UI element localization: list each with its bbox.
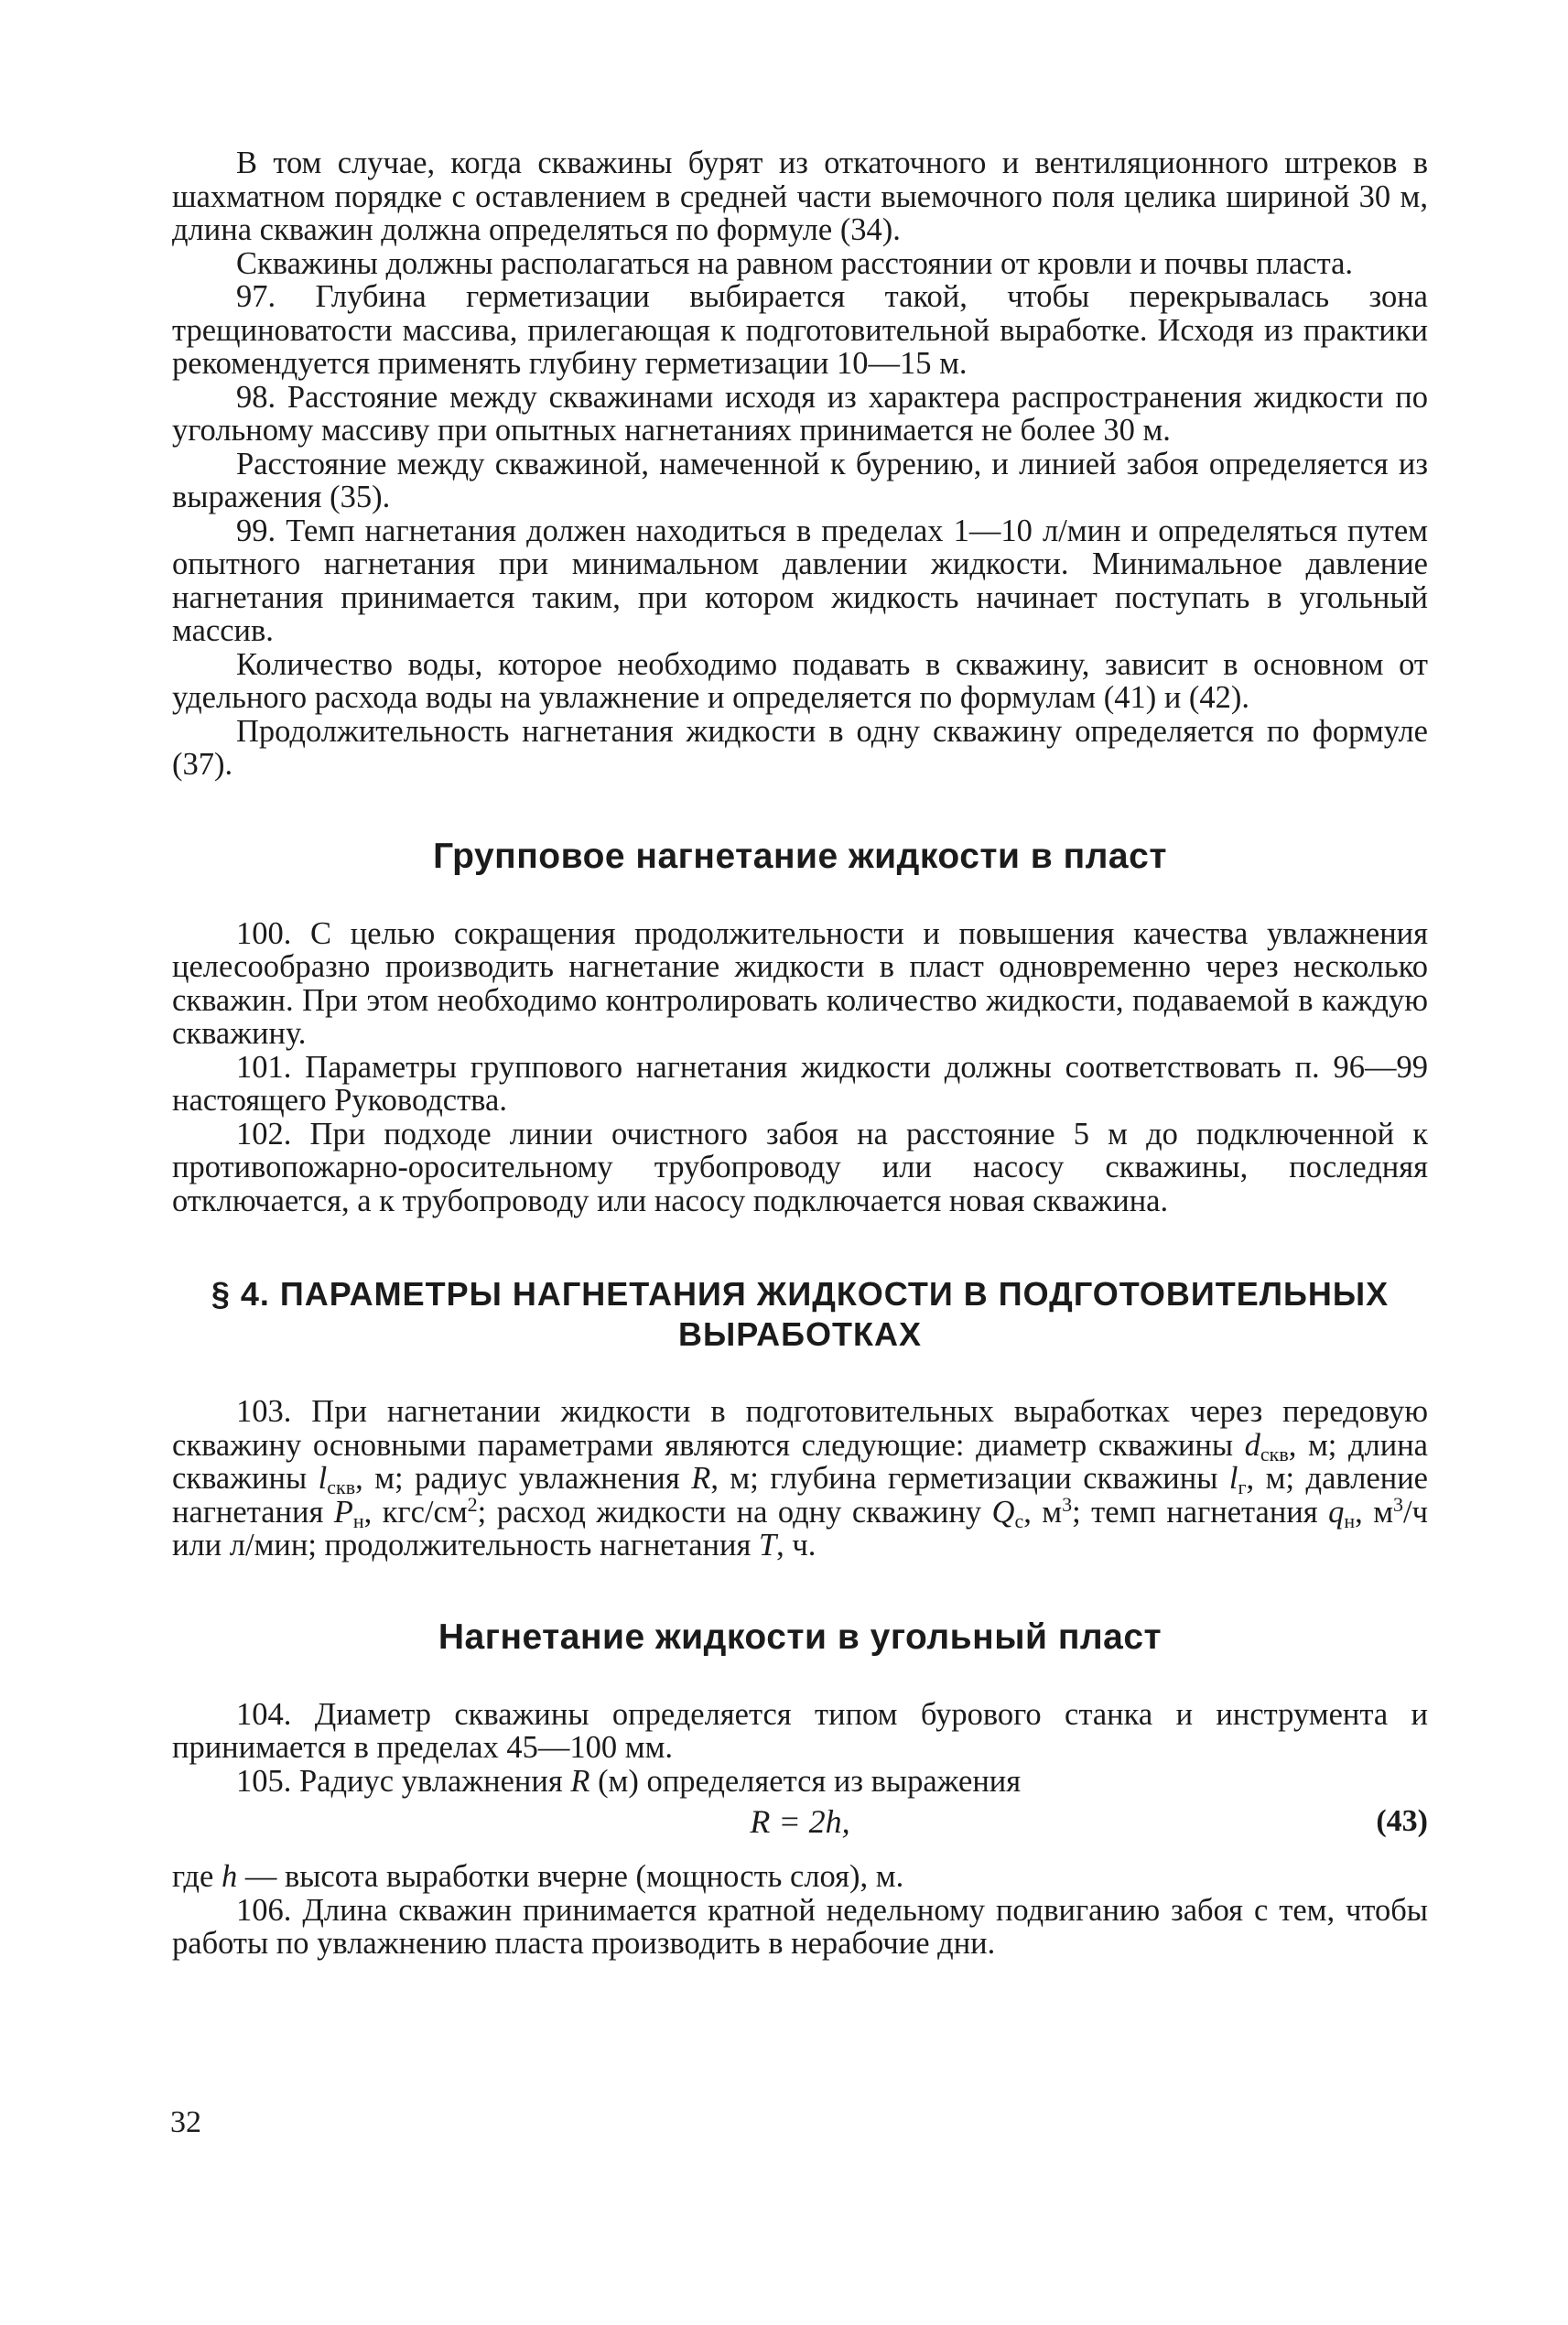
- paragraph-98: 98. Расстояние между скважинами исходя из характера распространения жидкости по угольному массиву при опытных нагнетаниях принимается не более 30 м.: [172, 379, 1428, 448]
- paragraph-104: 104. Диаметр скважины определяется типом бурового станка и инструмента и принимается в пределах 45—100 мм.: [172, 1696, 1428, 1765]
- formula-number: (43): [1376, 1804, 1428, 1838]
- paragraph-7: Количество воды, которое необходимо подавать в скважину, зависит в основном от удельного расхода воды на увлажнение и определяется по формулам (41) и (42).: [172, 646, 1428, 715]
- formula-43: R = 2h,: [750, 1803, 850, 1840]
- paragraph-103: 103. При нагнетании жидкости в подготовительных выработках через передовую скважину основными параметрами являются следующие: диаметр скважины $d_{скв}$, м; длина скважины $l_{скв}$, м; радиус увлажнения R, м; глубина герметизации скважины $l_г$, м; давление нагнетания $P_н$, кгс/$см^2$; расход жидкости на одну скважину $Q_с$, $м^3$; темп нагнетания $q_н$, $м^3/ч$ или л/мин; продолжительность нагнетания T, ч.: [172, 1394, 1428, 1563]
- subheading-coal-seam-injection: Нагнетание жидкости в угольный пласт: [438, 1617, 1162, 1657]
- formula-row: [172, 1801, 1428, 1845]
- paragraph-97: 97. Глубина герметизации выбирается такой, чтобы перекрывалась зона трещиноватости массива, прилегающая к подготовительной выработке. Исходя из практики рекомендуется применять глубину герметизации 10—15 м.: [172, 279, 1428, 381]
- paragraph-105: 105. Радиус увлажнения R (м) определяется из выражения: [236, 1763, 1022, 1799]
- paragraph-2: Скважины должны располагаться на равном расстоянии от кровли и почвы пласта.: [236, 245, 1354, 281]
- paragraph-100: 100. С целью сокращения продолжительности и повышения качества увлажнения целесообразно производить нагнетание жидкости в пласт одновременно через несколько скважин. При этом необходимо контролировать количество жидкости, подаваемой в каждую скважину.: [172, 915, 1428, 1051]
- section-heading-line-1: § 4. ПАРАМЕТРЫ НАГНЕТАНИЯ ЖИДКОСТИ В ПОДГОТОВИТЕЛЬНЫХ: [211, 1275, 1390, 1313]
- section-heading: [172, 1274, 1428, 1355]
- paragraph-102: 102. При подходе линии очистного забоя на расстояние 5 м до подключенной к противопожарно-оросительному трубопроводу или насосу скважины, последняя отключается, а к трубопроводу или насосу подключается новая скважина.: [172, 1116, 1428, 1218]
- paragraph-106: 106. Длина скважин принимается кратной недельному подвиганию забоя с тем, чтобы работы по увлажнению пласта производить в нерабочие дни.: [172, 1892, 1428, 1961]
- subheading-group-injection: Групповое нагнетание жидкости в пласт: [433, 836, 1167, 876]
- paragraph-5: Расстояние между скважиной, намеченной к бурению, и линией забоя определяется из выражения (35).: [172, 446, 1428, 514]
- body-text: [172, 146, 1428, 1961]
- paragraph-101: 101. Параметры группового нагнетания жидкости должны соответствовать п. 96—99 настоящего Руководства.: [172, 1049, 1428, 1118]
- page-number: 32: [170, 2105, 201, 2139]
- paragraph-where: где h — высота выработки вчерне (мощность слоя), м.: [172, 1859, 904, 1894]
- paragraph-99: 99. Темп нагнетания должен находиться в пределах 1—10 л/мин и определяться путем опытного нагнетания при минимальном давлении жидкости. Минимальное давление нагнетания принимается таким, при котором жидкость начинает поступать в угольный массив.: [172, 513, 1428, 648]
- paragraph-1: В том случае, когда скважины бурят из откаточного и вентиляционного штреков в шахматном порядке с оставлением в средней части выемочного поля целика шириной 30 м, длина скважин должна определяться по формуле (34).: [172, 146, 1428, 247]
- paragraph-8: Продолжительность нагнетания жидкости в одну скважину определяется по формуле (37).: [172, 713, 1428, 782]
- section-heading-line-2: ВЫРАБОТКАХ: [678, 1315, 922, 1353]
